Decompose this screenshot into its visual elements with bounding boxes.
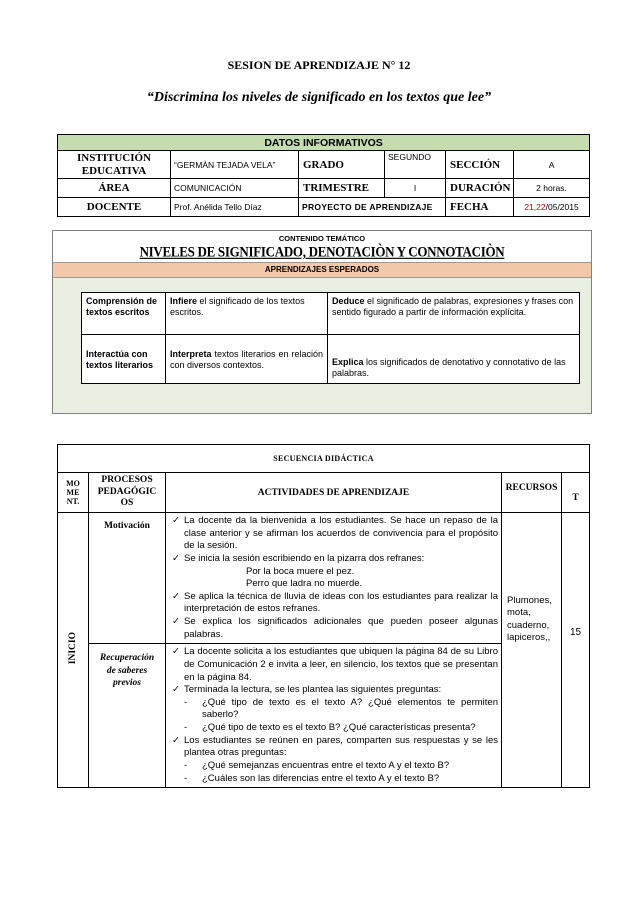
list-item	[172, 616, 498, 641]
capacidad-2b	[328, 335, 580, 384]
institucion-label: INSTITUCIÓN EDUCATIVA	[58, 151, 171, 179]
duracion-label: DURACIÓN	[446, 179, 514, 198]
refran-1: Por la boca muere el pez.	[246, 565, 355, 577]
list-item	[172, 684, 498, 697]
motivacion-activities	[166, 513, 502, 644]
recurso-item: cuaderno,	[507, 619, 550, 631]
check-icon: ✓	[172, 515, 180, 526]
col-procesos-line: OS	[120, 498, 134, 509]
question-item: - ¿Qué semejanzas encuentras entre el texto A y el texto B?	[184, 759, 450, 771]
capacidad-2a-text: textos literarios en relación con diversos contextos.	[170, 349, 323, 371]
datos-informativos-header: DATOS INFORMATIVOS	[58, 135, 590, 151]
docente-label: DOCENTE	[58, 198, 171, 217]
area-label: ÁREA	[58, 179, 171, 198]
duracion-value: 2 horas.	[514, 179, 590, 198]
col-actividades: ACTIVIDADES DE APRENDIZAJE	[166, 473, 502, 513]
check-icon: ✓	[172, 616, 180, 627]
trimestre-value: I	[385, 179, 446, 198]
stage-recuperacion-line: previos	[113, 677, 141, 688]
capacidad-1b	[328, 293, 580, 335]
check-icon: ✓	[172, 646, 180, 658]
recuperacion-item-1: La docente solicita a los estudiantes que ubiquen la página 84 de su Libro de Comunicación 2 e invita a leer, en silencio, los textos que se presentan en la página 84.	[184, 646, 498, 683]
capacidad-2a-verb: Interpreta	[170, 349, 212, 359]
recuperacion-activities	[166, 644, 502, 788]
recurso-item: lapiceros,,	[507, 632, 551, 644]
col-procesos-line: PEDAGÓGIC	[97, 486, 157, 497]
list-item	[172, 591, 498, 616]
question-item: - ¿Cuáles son las diferencias entre el texto A y el texto B?	[184, 772, 440, 784]
check-icon: ✓	[172, 590, 180, 602]
capacidad-1a-text: el significado de los textos escritos.	[170, 296, 305, 318]
trimestre-label: TRIMESTRE	[299, 179, 385, 198]
recuperacion-question-4: ¿Cuáles son las diferencias entre el texto A y el texto B?	[202, 772, 440, 784]
contenido-topic: NIVELES DE SIGNIFICADO, DENOTACIÒN Y CONNOTACIÒN	[139, 242, 505, 261]
contenido-header	[53, 231, 591, 262]
col-momento-line: MO	[66, 478, 80, 488]
tiempo-value: 15	[562, 513, 590, 788]
fecha-rest: /05/2015	[545, 202, 579, 213]
competencia-2: Interactúa con textos literarios	[82, 335, 166, 384]
grado-label: GRADO	[299, 151, 385, 179]
secuencia-header: SECUENCIA DIDÁCTICA	[58, 445, 590, 473]
list-item	[172, 735, 498, 760]
check-icon: ✓	[172, 734, 180, 746]
recuperacion-question-1: ¿Qué tipo de texto es el texto A? ¿Qué elementos te permiten saberlo?	[202, 696, 498, 721]
recurso-item: mota,	[507, 607, 531, 619]
fecha-days: 21,22	[524, 202, 546, 213]
motivacion-item-1: La docente da la bienvenida a los estudiantes. Se hace un repaso de la clase anterior y se afirman los acuerdos de convivencia para el propósito de la sesión.	[184, 515, 498, 552]
capacidad-2b-text: los significados de denotativo y connotativo de las palabras.	[332, 357, 566, 379]
contenido-label: CONTENIDO TEMÁTICO	[278, 234, 366, 243]
refran-2: Perro que ladra no muerde.	[246, 578, 363, 590]
recurso-item: Plumones,	[507, 595, 552, 606]
recuperacion-item-2: Terminada la lectura, se les plantea las siguientes preguntas:	[184, 684, 442, 696]
check-icon: ✓	[172, 684, 180, 696]
seccion-value: A	[514, 151, 590, 179]
grado-value: SEGUNDO	[385, 151, 446, 179]
stage-motivacion: Motivación	[89, 513, 166, 644]
recursos-cell	[502, 513, 562, 788]
capacidad-2a	[166, 335, 328, 384]
docente-value: Prof. Anélida Tello Díaz	[171, 198, 299, 217]
momento-cell	[58, 513, 89, 788]
competencias-table	[81, 292, 580, 384]
fecha-label: FECHA	[446, 198, 514, 217]
page-title: SESION DE APRENDIZAJE N° 12	[227, 58, 411, 72]
datos-informativos-table	[57, 134, 590, 217]
stage-recuperacion-line: Recuperación	[99, 653, 155, 664]
momento-inicio: INICIO	[68, 632, 78, 665]
fecha-value	[514, 198, 590, 217]
col-procesos-line: PROCESOS	[101, 474, 153, 485]
recuperacion-item-3: Los estudiantes se reúnen en pares, comparten sus respuestas y se les plantea otras preguntas:	[184, 734, 498, 759]
col-momento-line: NT.	[66, 497, 80, 507]
capacidad-1a-verb: Infiere	[170, 296, 198, 306]
aprendizajes-header: APRENDIZAJES ESPERADOS	[53, 262, 591, 278]
stage-recuperacion	[89, 644, 166, 788]
motivacion-item-3: Se aplica la técnica de lluvia de ideas con los estudiantes para realizar la interpretación de estos refranes.	[184, 590, 498, 615]
seccion-label: SECCIÓN	[446, 151, 514, 179]
list-item	[172, 646, 498, 684]
capacidad-1b-text: el significado de palabras, expresiones y frases con sentido figurado a partir de información explícita.	[332, 296, 574, 318]
capacidad-1b-verb: Deduce	[332, 296, 365, 306]
competencia-1: Comprensión de textos escritos	[82, 293, 166, 335]
col-momento-line: ME	[66, 487, 80, 497]
check-icon: ✓	[172, 552, 180, 564]
secuencia-table	[57, 444, 590, 788]
motivacion-item-4: Se explica los significados adicionales que pueden poseer algunas palabras.	[184, 616, 498, 640]
stage-recuperacion-line: de saberes	[106, 665, 148, 676]
question-item: - ¿Qué tipo de texto es el texto B? ¿Qué características presenta?	[184, 722, 476, 733]
question-item: - ¿Qué tipo de texto es el texto A? ¿Qué elementos te permiten saberlo?	[184, 696, 498, 721]
recuperacion-question-2: ¿Qué tipo de texto es el texto B? ¿Qué características presenta?	[202, 722, 476, 733]
list-item	[172, 553, 498, 566]
list-item	[172, 515, 498, 553]
area-value: COMUNICACIÓN	[171, 179, 299, 198]
capacidad-1a	[166, 293, 328, 335]
col-procesos	[89, 473, 166, 513]
col-tiempo: T	[562, 473, 590, 513]
motivacion-item-2: Se inicia la sesión escribiendo en la pizarra dos refranes:	[184, 552, 425, 564]
institucion-value: “GERMÀN TEJADA VELA”	[171, 151, 299, 179]
col-momento	[58, 473, 89, 513]
col-recursos: RECURSOS	[502, 473, 562, 513]
recuperacion-question-3: ¿Qué semejanzas encuentras entre el texto A y el texto B?	[202, 759, 450, 771]
capacidad-2b-verb: Explica	[332, 357, 364, 367]
contenido-box	[52, 230, 592, 414]
page-subtitle: “Discrimina los niveles de significado en los textos que lee”	[146, 90, 492, 105]
proyecto-label: PROYECTO DE APRENDIZAJE	[299, 198, 446, 217]
